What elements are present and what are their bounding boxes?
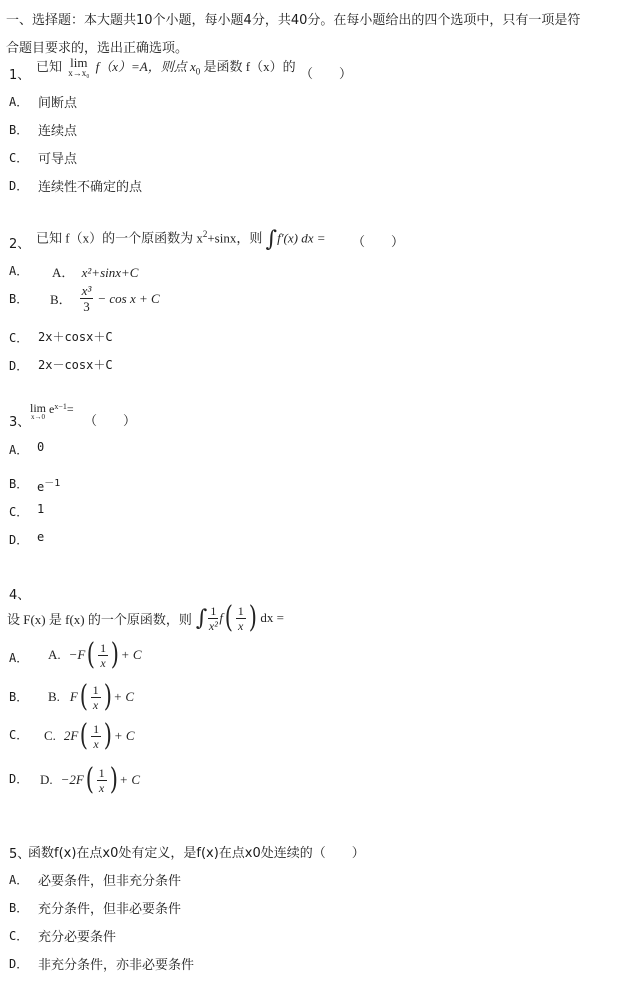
q4-option-b-label: B． bbox=[9, 690, 29, 704]
section-header-line2: 合题目要求的，选出正确选项。 bbox=[6, 41, 189, 56]
q1-option-c-text: 可导点 bbox=[38, 152, 78, 167]
q1-option-b-text: 连续点 bbox=[38, 124, 78, 139]
q4-dx: dx = bbox=[260, 610, 285, 625]
q2-option-d-text: 2x－cosx＋C bbox=[38, 358, 113, 372]
q1-stem-pre: 已知 bbox=[36, 59, 63, 74]
q2-option-d-label: D． bbox=[9, 359, 29, 373]
q1-stem-sub: 0 bbox=[195, 66, 201, 77]
q3-option-d-text: e bbox=[37, 530, 45, 544]
q4-option-a-math: A. −F ( $\frac{1}{x}$ ) + C bbox=[48, 637, 142, 672]
q3-option-a-label: A． bbox=[9, 443, 29, 457]
q1-blank: （ ） bbox=[300, 67, 353, 82]
q5-option-a-text: 必要条件，但非充分条件 bbox=[38, 874, 182, 889]
q2-option-a-label: A． bbox=[9, 264, 29, 278]
q1-stem-mid: f（x）=A，则点 x bbox=[95, 59, 196, 74]
q4-f: f bbox=[219, 610, 223, 625]
q2-option-b-label: B． bbox=[9, 292, 29, 306]
q2-integral: ∫ bbox=[265, 227, 278, 252]
q3-lim: lim x→0 bbox=[30, 401, 47, 421]
q1-option-d-text: 连续性不确定的点 bbox=[38, 180, 143, 195]
q2-option-c-text: 2x＋cosx＋C bbox=[38, 330, 113, 344]
q4-right-paren: ) bbox=[248, 600, 257, 635]
q1-number: 1、 bbox=[9, 68, 31, 83]
q5-option-d-label: D． bbox=[9, 957, 29, 971]
q3-eq: = bbox=[66, 402, 74, 416]
q2-stem-sup: 2 bbox=[202, 229, 208, 240]
q4-option-c-label: C． bbox=[9, 728, 29, 742]
q1-lim: lim x→x₀ bbox=[68, 55, 90, 78]
q4-inner-fraction: $\frac{1}{x}$ bbox=[237, 603, 244, 633]
q3-option-a-text: 0 bbox=[37, 440, 45, 454]
q4-option-d-math: D. −2F ( $\frac{1}{x}$ ) + C bbox=[40, 762, 140, 797]
q4-option-b-math: B. F ( $\frac{1}{x}$ ) + C bbox=[48, 679, 135, 714]
q4-outer-fraction: $\frac{1}{\text{x²}}$ bbox=[208, 603, 218, 633]
q5-option-d-text: 非充分条件，亦非必要条件 bbox=[38, 958, 195, 973]
q1-option-c-label: C． bbox=[9, 151, 29, 165]
q2-stem bbox=[36, 227, 326, 252]
q4-option-a-label: A． bbox=[9, 651, 29, 665]
q2-blank: （ ） bbox=[352, 235, 405, 250]
q2-stem-pre: 已知 f（x）的一个原函数为 x bbox=[36, 230, 203, 246]
q4-left-paren: ( bbox=[224, 600, 233, 635]
q3-blank: （ ） bbox=[84, 414, 137, 429]
section-header-line1: 一、选择题：本大题共10个小题，每小题4分，共40分。在每小题给出的四个选项中，只有一项是符 bbox=[6, 13, 581, 28]
q4-integral: ∫ bbox=[195, 605, 208, 631]
q3-base: e bbox=[49, 402, 55, 416]
q5-option-c-label: C． bbox=[9, 929, 29, 943]
q4-stem-pre: 设 F(x) 是 f(x) 的一个原函数，则 bbox=[7, 611, 192, 627]
q2-stem-post: f′(x) dx = bbox=[277, 230, 326, 246]
q5-option-c-text: 充分必要条件 bbox=[38, 930, 117, 945]
q2-option-a-math: A． x²+sinx+C bbox=[52, 265, 139, 280]
q3-number: 3、 bbox=[9, 415, 31, 430]
q3-exp: x−1 bbox=[54, 402, 67, 411]
q5-option-b-text: 充分条件，但非必要条件 bbox=[38, 902, 182, 917]
q1-stem bbox=[36, 56, 296, 78]
q5-option-b-label: B． bbox=[9, 901, 29, 915]
q2-number: 2、 bbox=[9, 237, 31, 252]
q3-option-c-label: C． bbox=[9, 505, 29, 519]
q2-option-b-math: B． $\frac{\text{x³}}{3}$ − cos x + C bbox=[50, 283, 160, 314]
q1-option-d-label: D． bbox=[9, 179, 29, 193]
q5-option-a-label: A． bbox=[9, 873, 29, 887]
q2-option-b-fraction: $\frac{\text{x³}}{3}$ bbox=[81, 283, 92, 314]
q3-option-b-text: $e^{-1}$ bbox=[37, 478, 61, 494]
q1-option-b-label: B． bbox=[9, 123, 29, 137]
q5-stem: 函数f(x)在点x0处有定义，是f(x)在点x0处连续的（ ） bbox=[28, 846, 365, 861]
q4-stem bbox=[7, 600, 285, 635]
q3-option-c-text: 1 bbox=[37, 502, 45, 516]
q5-number: 5、 bbox=[9, 847, 31, 862]
q4-number: 4、 bbox=[9, 588, 31, 603]
q3-option-b-label: B． bbox=[9, 477, 29, 491]
q2-stem-mid: +sinx，则 bbox=[207, 230, 263, 246]
q1-option-a-text: 间断点 bbox=[38, 96, 78, 111]
q1-option-a-label: A． bbox=[9, 95, 29, 109]
q4-option-d-label: D． bbox=[9, 772, 29, 786]
q4-option-c-math: C. 2F ( $\frac{1}{x}$ ) + C bbox=[44, 718, 135, 753]
q2-option-c-label: C． bbox=[9, 331, 29, 345]
q3-option-d-label: D． bbox=[9, 533, 29, 547]
q1-stem-post: 是函数 f（x）的 bbox=[203, 59, 296, 74]
q3-stem bbox=[30, 402, 74, 421]
